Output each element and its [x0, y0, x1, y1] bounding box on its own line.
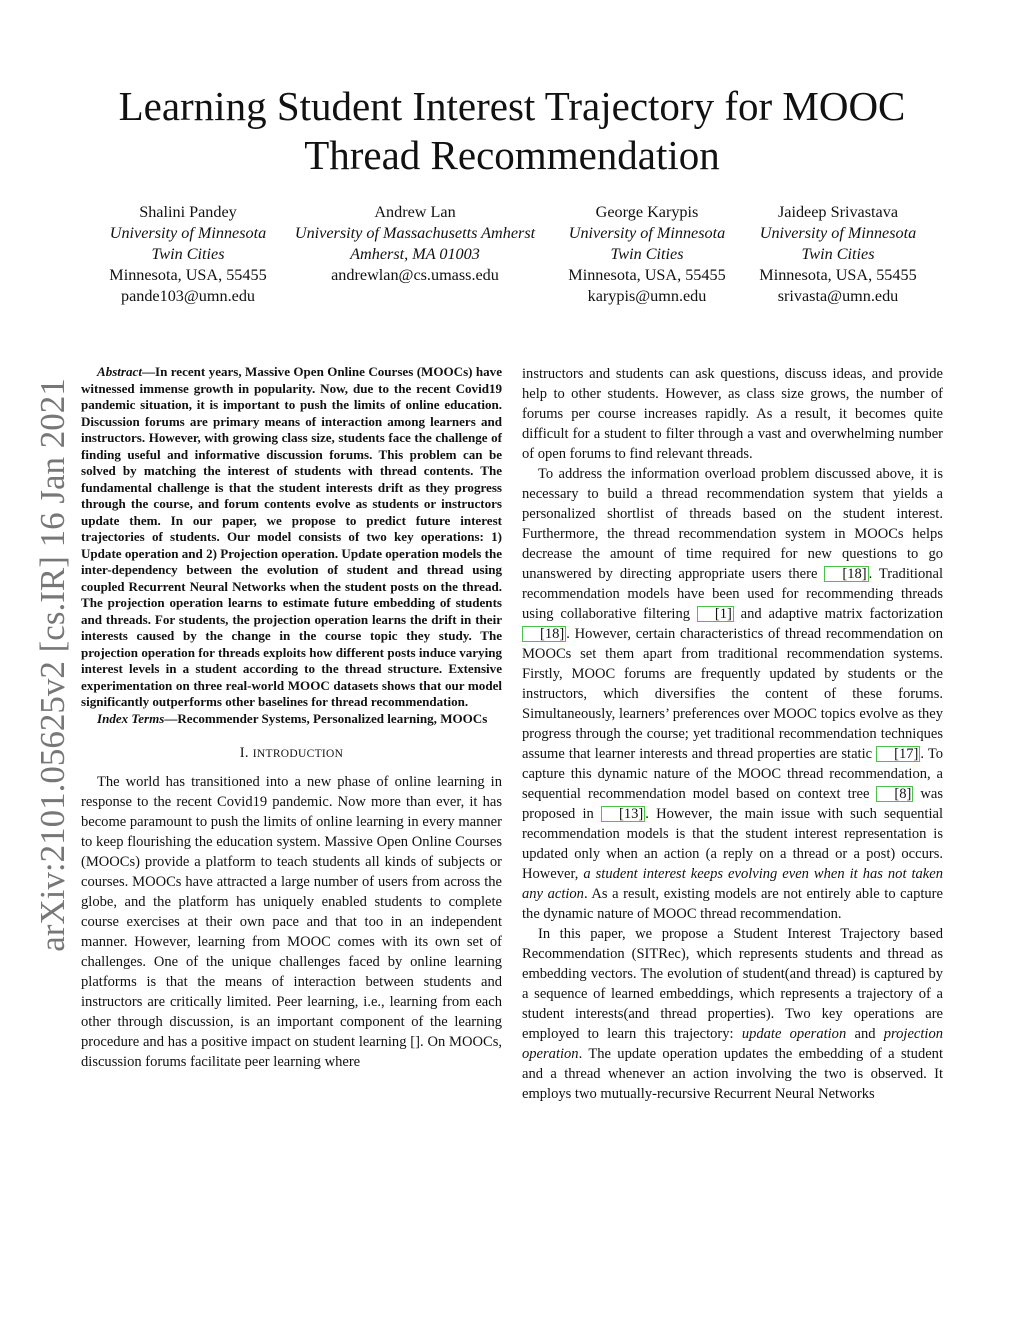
citation-link[interactable]: [18]: [522, 626, 566, 642]
author-name: Shalini Pandey: [139, 203, 237, 221]
author-location: Minnesota, USA, 55455: [568, 266, 726, 284]
author-block-2: [282, 202, 548, 286]
abstract: [81, 364, 502, 711]
citation-link[interactable]: [13]: [601, 806, 645, 822]
paragraph: [522, 464, 943, 924]
author-email[interactable]: pande103@umn.edu: [120, 287, 256, 305]
author-affiliation: University of Massachusetts Amherst: [294, 224, 536, 242]
text-run: . To capture this dynamic nature of the MOOC thread recommendation, a sequential recommendation model based on context tree: [522, 746, 943, 802]
author-affiliation: Amherst, MA 01003: [350, 245, 480, 263]
author-block-1: [88, 202, 288, 307]
citation-link[interactable]: [17]: [876, 746, 920, 762]
author-affiliation: University of Minnesota: [109, 224, 267, 242]
author-affiliation: University of Minnesota: [568, 224, 726, 242]
index-terms: [81, 711, 502, 728]
author-name: Andrew Lan: [374, 203, 456, 221]
abstract-text: —In recent years, Massive Open Online Courses (MOOCs) have witnessed immense growth in popularity. Now, due to the recent Covid19 pandemic situation, it is important to push the limits of online education. Discussion forums are primary means of interaction among learners and instructors. However, with growing class size, students face the challenge of finding useful and informative discussion forums. This problem can be solved by matching the interest of students with thread contents. The fundamental challenge is that the student interests drift as they progress through the course, and forum contents evolve as students or instructors update them. In our paper, we propose to predict future interest trajectories of students. Our model consists of two key operations: 1) Update operation and 2) Projection operation. Update operation models the inter-dependency between the evolution of student and thread using coupled Recurrent Neural Networks when the student posts on the thread. The projection operation learns to estimate future embedding of students and threads. For students, the projection operation learns the drift in their interests caused by the change in the course topic they study. The projection operation for threads exploits how different posts induce varying interest levels in a student according to the thread structure. Extensive experimentation on three real-world MOOC datasets shows that our model significantly outperforms other baselines for thread recommendation.: [81, 364, 502, 709]
author-block-4: [738, 202, 938, 307]
text-run: . The update operation updates the embedding of a student and a thread whenever an action involving the two is observed. It employs two mutually-recursive Recurrent Neural Networks: [522, 1046, 943, 1102]
text-run: . However, certain characteristics of thread recommendation on MOOCs set them apart from traditional recommendation systems. Firstly, MOOC forums are frequently updated by students or the instructors, which diversifies the content of these forums. Simultaneously, learners’ preferences over MOOC topics evolve as they progress through the course; yet traditional recommendation techniques assume that learner interests and thread properties are static: [522, 626, 943, 762]
right-column: [522, 364, 943, 1104]
text-run: and: [846, 1026, 884, 1042]
paragraph: instructors and students can ask questions, discuss ideas, and provide help to other students. However, as class size grows, the number of forums per course increases rapidly. As a result, it becomes quite difficult for a student to filter through a vast and overwhelming number of open forums to find relevant threads.: [522, 366, 943, 462]
author-affiliation: Twin Cities: [801, 245, 875, 263]
author-affiliation: University of Minnesota: [759, 224, 917, 242]
citation-link[interactable]: [1]: [697, 606, 734, 622]
section-title: INTRODUCTION: [252, 748, 344, 760]
author-location: Minnesota, USA, 55455: [759, 266, 917, 284]
author-email[interactable]: srivasta@umn.edu: [777, 287, 899, 305]
text-run: . Traditional recommendation models have been used for recommending threads using collaborative filtering: [522, 566, 943, 622]
author-email[interactable]: karypis@umn.edu: [587, 287, 707, 305]
abstract-label: Abstract: [97, 364, 142, 379]
index-terms-label: Index Terms: [97, 710, 165, 726]
intro-paragraph: The world has transitioned into a new phase of online learning in response to the recent Covid19 pandemic. Now more than ever, it has become paramount to push the limits of online learning in every manner to keep flourishing the education system. Massive Open Online Courses (MOOCs) provide a platform to teach students all kinds of subjects or courses. MOOCs have attracted a large number of users from across the globe, and the platform has uniquely enabled students to complete course exercises at their own pace and that too in an independent manner. However, learning from MOOC comes with its own set of challenges. One of the unique challenges faced by online learning platforms is that the means of interaction between students and instructors are critically limited. Peer learning, i.e., learning from each other through discussion, is an important component of the learning procedure and has a positive impact on student learning []. On MOOCs, discussion forums facilitate peer learning where: [81, 774, 502, 1070]
emphasis: a student interest keeps evolving even when it has not taken any action: [522, 866, 943, 902]
citation-link[interactable]: [18]: [824, 566, 868, 582]
section-heading: [81, 743, 502, 764]
paper-title: Learning Student Interest Trajectory for MOOC Thread Recommendation: [118, 83, 906, 178]
author-affiliation: Twin Cities: [151, 245, 225, 263]
author-block-3: [547, 202, 747, 307]
text-run: In this paper, we propose a Student Interest Trajectory based Recommendation (SITRec), which represents students and thread as embedding vectors. The evolution of student(and thread) is captured by a sequence of learned embeddings, which represents a trajectory of a student interests(and thread properties). Two key operations are employed to learn this trajectory:: [522, 926, 943, 1042]
paragraph: [522, 924, 943, 1104]
text-run: was proposed in: [522, 786, 944, 822]
text-run: . However, the main issue with such sequential recommendation models is that the student interest representation is updated only when an action (a reply on a thread or a post) occurs. However,: [522, 806, 943, 882]
author-email[interactable]: andrewlan@cs.umass.edu: [331, 266, 499, 284]
text-run: and adaptive matrix factorization: [733, 606, 943, 622]
text-run: To address the information overload problem discussed above, it is necessary to build a thread recommendation system that yields a personalized shortlist of threads based on the student interest. Furthermore, the thread recommendation system in MOOCs helps decrease the amount of time required for new questions to go unanswered by directing appropriate users there: [522, 466, 943, 582]
citation-link[interactable]: [8]: [876, 786, 913, 802]
emphasis: projection operation: [522, 1026, 944, 1062]
author-location: Minnesota, USA, 55455: [109, 266, 267, 284]
index-terms-text: —Recommender Systems, Personalized learning, MOOCs: [164, 710, 488, 726]
emphasis: update operation: [741, 1026, 847, 1042]
author-name: Jaideep Srivastava: [777, 203, 898, 221]
text-run: . As a result, existing models are not entirely able to capture the dynamic nature of MOOC thread recommendation.: [522, 886, 943, 922]
left-column: [81, 364, 502, 1072]
arxiv-identifier[interactable]: arXiv:2101.05625v2 [cs.IR] 16 Jan 2021: [33, 378, 72, 952]
author-name: George Karypis: [595, 203, 699, 221]
author-affiliation: Twin Cities: [610, 245, 684, 263]
section-number: I.: [239, 745, 249, 761]
